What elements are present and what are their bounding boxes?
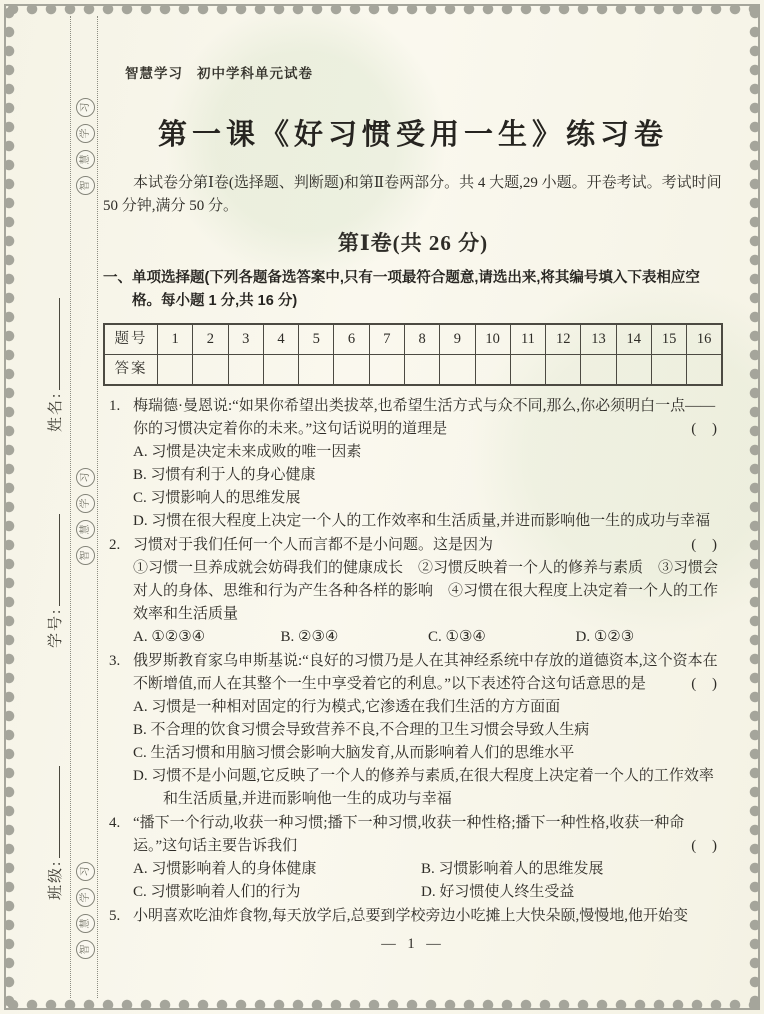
option-c: C. 习惯影响人的思维发展 [133, 490, 301, 506]
seal-stamp-group [76, 468, 95, 565]
question-stem [133, 905, 723, 928]
number-row-header: 题号 [104, 324, 158, 355]
perforated-edge-bottom [4, 992, 760, 1010]
question-number-cell: 11 [510, 324, 545, 355]
question-number-cell: 6 [334, 324, 369, 355]
question-number-cell: 12 [546, 324, 581, 355]
answer-cell [228, 355, 263, 386]
seal-stamp: 慧 [76, 150, 95, 169]
seal-stamp-group [76, 862, 95, 959]
options-row [133, 626, 723, 649]
question-number-cell: 8 [404, 324, 439, 355]
question-number-cell: 2 [193, 324, 228, 355]
option-b: B. 不合理的饮食习惯会导致营养不良,不合理的卫生习惯会导致人生病 [133, 722, 590, 738]
binding-dotted-line [97, 16, 98, 998]
name-label: 姓名: [48, 391, 64, 432]
question-number-cell: 4 [263, 324, 298, 355]
question-3 [103, 650, 723, 811]
stem-text: 梅瑞德·曼恩说:“如果你希望出类拔萃,也希望生活方式与众不同,那么,你必须明白一点——你的习惯决定着你的未来。”这句话说明的道理是 [133, 398, 716, 437]
seal-stamp: 学 [76, 494, 95, 513]
answer-table [103, 323, 723, 386]
page-number: — 1 — [381, 936, 445, 952]
student-id-blank-line [44, 514, 60, 606]
question-stem [133, 395, 723, 441]
answer-cell [475, 355, 510, 386]
option-d: D. 习惯在很大程度上决定一个人的工作效率和生活质量,并进而影响他一生的成功与幸福 [133, 513, 711, 529]
question-subitems: ①习惯一旦养成就会妨碍我们的健康成长 ②习惯反映着一个人的修养与素质 ③习惯会对人的身体、思维和行为产生各种各样的影响 ④习惯在很大程度上决定着一个人的工作效率和生活质量 [133, 560, 719, 622]
header [125, 62, 723, 85]
question-number-cell: 15 [651, 324, 686, 355]
answer-bracket: ( ) [691, 676, 723, 692]
part1-heading: 第Ⅰ卷(共 26 分) [337, 231, 489, 255]
question-number-cell: 7 [369, 324, 404, 355]
question-list [103, 395, 723, 928]
question-1 [103, 395, 723, 533]
question-stem [133, 534, 723, 557]
name-blank-line [44, 298, 60, 390]
stem-text: 小明喜欢吃油炸食物,每天放学后,总要到学校旁边小吃摊上大快朵颐,慢慢地,他开始变 [133, 908, 689, 924]
brand: 智慧学习 [125, 66, 183, 81]
stem-text: “播下一个行动,收获一种习惯;播下一种习惯,收获一种性格;播下一种性格,收获一种命运。”这句话主要告诉我们 [133, 815, 685, 854]
question-number-cell: 1 [158, 324, 193, 355]
question-number-cell: 5 [299, 324, 334, 355]
option-d: D. ①②③ [575, 629, 635, 645]
answer-cell [510, 355, 545, 386]
option-c: C. 生活习惯和用脑习惯会影响大脑发育,从而影响着人们的思维水平 [133, 745, 575, 761]
option-a: A. 习惯是一种相对固定的行为模式,它渗透在我们生活的方方面面 [133, 699, 561, 715]
question-number-cell: 14 [616, 324, 651, 355]
answer-cell [369, 355, 404, 386]
exam-intro: 本试卷分第Ⅰ卷(选择题、判断题)和第Ⅱ卷两部分。共 4 大题,29 小题。开卷考试。考试时间 50 分钟,满分 50 分。 [103, 175, 722, 214]
seal-stamp: 学 [76, 124, 95, 143]
stem-text: 俄罗斯教育家乌申斯基说:“良好的习惯乃是人在其神经系统中存放的道德资本,这个资本在不断增值,而人在其整个一生中享受着它的利息。”以下表述符合这句话意思的是 [133, 653, 718, 692]
answer-cell [334, 355, 369, 386]
seal-stamp: 学 [76, 888, 95, 907]
question-number: 5. [109, 908, 121, 924]
answer-cell [581, 355, 616, 386]
option-c: C. 习惯影响着人们的行为 [133, 884, 301, 900]
answer-table-number-row [104, 324, 722, 355]
question-4 [103, 812, 723, 904]
answer-cell [158, 355, 193, 386]
seal-stamp: 习 [76, 862, 95, 881]
seal-stamp: 慧 [76, 520, 95, 539]
perforated-edge-top [4, 4, 760, 22]
stem-text: 习惯对于我们任何一个人而言都不是小问题。这是因为 [133, 537, 494, 553]
option-a: A. 习惯影响着人的身体健康 [133, 861, 317, 877]
seal-stamp: 智 [76, 940, 95, 959]
answer-row-header: 答案 [104, 355, 158, 386]
option-d: D. 习惯不是小问题,它反映了一个人的修养与素质,在很大程度上决定着一个人的工作效率和生活质量,并进而影响他一生的成功与幸福 [133, 768, 714, 807]
answer-cell [299, 355, 334, 386]
question-number-cell: 13 [581, 324, 616, 355]
paper-content [103, 52, 723, 956]
question-stem [133, 650, 723, 696]
question-number-cell: 3 [228, 324, 263, 355]
binding-dotted-line [70, 16, 71, 998]
question-number-cell: 9 [440, 324, 475, 355]
question-number-cell: 16 [687, 324, 722, 355]
seal-stamp: 智 [76, 176, 95, 195]
section1-heading: 一、单项选择题(下列各题备选答案中,只有一项最符合题意,请选出来,将其编号填入下表相应空格。每小题 1 分,共 16 分) [103, 270, 700, 309]
option-b: B. 习惯影响着人的思维发展 [421, 861, 604, 877]
student-id-label: 学号: [48, 607, 64, 648]
perforated-edge-right [742, 4, 760, 1010]
series-title: 初中学科单元试卷 [197, 66, 313, 81]
answer-cell [546, 355, 581, 386]
seal-stamp: 慧 [76, 914, 95, 933]
option-d: D. 好习惯使人终生受益 [421, 884, 575, 900]
answer-cell [616, 355, 651, 386]
answer-cell [404, 355, 439, 386]
seal-stamp-group [76, 98, 95, 195]
answer-cell [440, 355, 475, 386]
seal-stamp: 习 [76, 468, 95, 487]
option-c: C. ①③④ [428, 629, 486, 645]
question-number: 4. [109, 815, 121, 831]
answer-cell [687, 355, 722, 386]
class-blank-line [44, 766, 60, 858]
answer-cell [193, 355, 228, 386]
answer-table-answer-row [104, 355, 722, 386]
answer-bracket: ( ) [691, 421, 723, 437]
seal-stamp: 习 [76, 98, 95, 117]
perforated-edge-left [4, 4, 22, 1010]
question-2 [103, 534, 723, 649]
answer-cell [651, 355, 686, 386]
class-label: 班级: [48, 859, 64, 900]
option-a: A. 习惯是决定未来成败的唯一因素 [133, 444, 362, 460]
question-number-cell: 10 [475, 324, 510, 355]
question-number: 2. [109, 537, 121, 553]
option-b: B. 习惯有利于人的身心健康 [133, 467, 316, 483]
question-stem [133, 812, 723, 858]
paper-title: 第一课《好习惯受用一生》练习卷 [157, 117, 668, 151]
question-5 [103, 905, 723, 928]
option-b: B. ②③④ [280, 629, 339, 645]
answer-cell [263, 355, 298, 386]
seal-stamp: 智 [76, 546, 95, 565]
question-number: 1. [109, 398, 121, 414]
question-number: 3. [109, 653, 121, 669]
options-grid [133, 858, 723, 904]
answer-bracket: ( ) [691, 838, 723, 854]
option-a: A. ①②③④ [133, 629, 206, 645]
answer-bracket: ( ) [691, 537, 723, 553]
